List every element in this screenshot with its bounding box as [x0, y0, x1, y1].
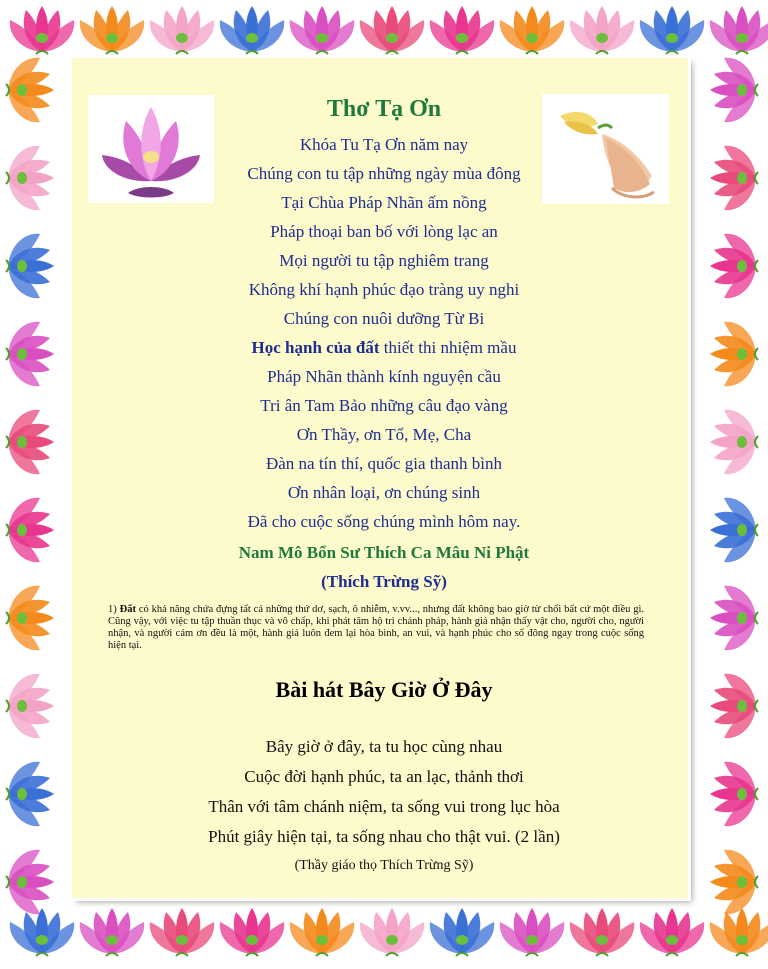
lotus-border-icon: [360, 908, 424, 956]
poem-line: Ơn nhân loại, ơn chúng sinh: [287, 483, 481, 502]
lotus-border-icon: [710, 586, 758, 650]
lotus-border-icon: [640, 908, 704, 956]
lotus-border-icon: [570, 908, 634, 956]
lotus-border-icon: [570, 6, 634, 54]
lotus-border-icon: [430, 908, 494, 956]
song-line: Thân với tâm chánh niệm, ta sống vui trong lục hòa: [208, 797, 560, 816]
song-line: Phút giây hiện tại, ta sống nhau cho thật vui. (2 lần): [208, 827, 560, 846]
lotus-border-icon: [220, 6, 284, 54]
footnote-number: 1): [108, 604, 120, 615]
lotus-border-icon: [710, 6, 768, 54]
poem-line: Ơn Thầy, ơn Tổ, Mẹ, Cha: [296, 425, 472, 444]
lotus-border-icon: [290, 908, 354, 956]
poem-line: Không khí hạnh phúc đạo tràng uy nghi: [248, 280, 520, 299]
lotus-border-icon: [150, 6, 214, 54]
lotus-border-icon: [430, 6, 494, 54]
lotus-border-icon: [500, 6, 564, 54]
lotus-border-icon: [10, 908, 74, 956]
poem-line: Chúng con nuôi dưỡng Từ Bi: [283, 309, 485, 328]
poem-line: Pháp thoại ban bố với lòng lạc an: [270, 222, 498, 241]
poem-line: Pháp Nhãn thành kính nguyện cầu: [267, 367, 501, 386]
poem-line: Khóa Tu Tạ Ơn năm nay: [299, 135, 469, 154]
lotus-border-icon: [360, 6, 424, 54]
lotus-border-icon: [10, 6, 74, 54]
song-credit: (Thầy giáo thọ Thích Trừng Sỹ): [294, 858, 474, 873]
lotus-border-icon: [6, 586, 54, 650]
poem-line: Đàn na tín thí, quốc gia thanh bình: [265, 454, 503, 473]
lotus-border-icon: [290, 6, 354, 54]
song-title: Bài hát Bây Giờ Ở Đây: [275, 677, 493, 702]
lotus-border-icon: [80, 6, 144, 54]
poem-author: (Thích Trừng Sỹ): [321, 572, 447, 591]
song-line: Bây giờ ở đây, ta tu học cùng nhau: [265, 737, 503, 756]
poem-line: Tại Chùa Pháp Nhãn ấm nồng: [281, 193, 487, 212]
lotus-border-icon: [220, 908, 284, 956]
lotus-border-icon: [150, 908, 214, 956]
poem-title: Thơ Tạ Ơn: [326, 96, 442, 122]
footnote: [108, 604, 644, 652]
earth-practice-phrase: Học hạnh của đất: [251, 338, 380, 357]
lotus-border-icon: [500, 908, 564, 956]
poem-line-rest: thiết thi nhiệm mầu: [379, 338, 517, 357]
poem-line: Đã cho cuộc sống chúng mình hôm nay.: [247, 512, 521, 531]
poem-line-earth: [0, 338, 768, 358]
lotus-border-icon: [640, 6, 704, 54]
lotus-border-icon: [80, 908, 144, 956]
dedication-line: Nam Mô Bổn Sư Thích Ca Mâu Ni Phật: [238, 543, 530, 562]
footnote-text: có khả năng chứa đựng tất cả những thứ dơ, sạch, ô nhiễm, v.vv..., nhưng đất không bao giờ từ chối bất cứ một điều gì. Cũng vậy, với việc tu tập thuần thục và vô chấp, khi phát tâm hộ trì chánh pháp, hành giả nhận thấy vật cho, người cho, người nhận, và người cám ơn đều là một, hành giả luôn đem lại hòa bình, an vui, và hạnh phúc cho số đông ngay trong cuộc sống hiện tại.: [108, 604, 645, 651]
footnote-keyword: Đất: [119, 604, 136, 615]
poem-line: Tri ân Tam Bảo những câu đạo vàng: [260, 396, 508, 415]
song-line: Cuộc đời hạnh phúc, ta an lạc, thảnh thơi: [244, 767, 524, 786]
poem-line: Mọi người tu tập nghiêm trang: [279, 251, 489, 270]
lotus-border-icon: [710, 908, 768, 956]
poem-line: Chúng con tu tập những ngày mùa đông: [247, 164, 521, 183]
